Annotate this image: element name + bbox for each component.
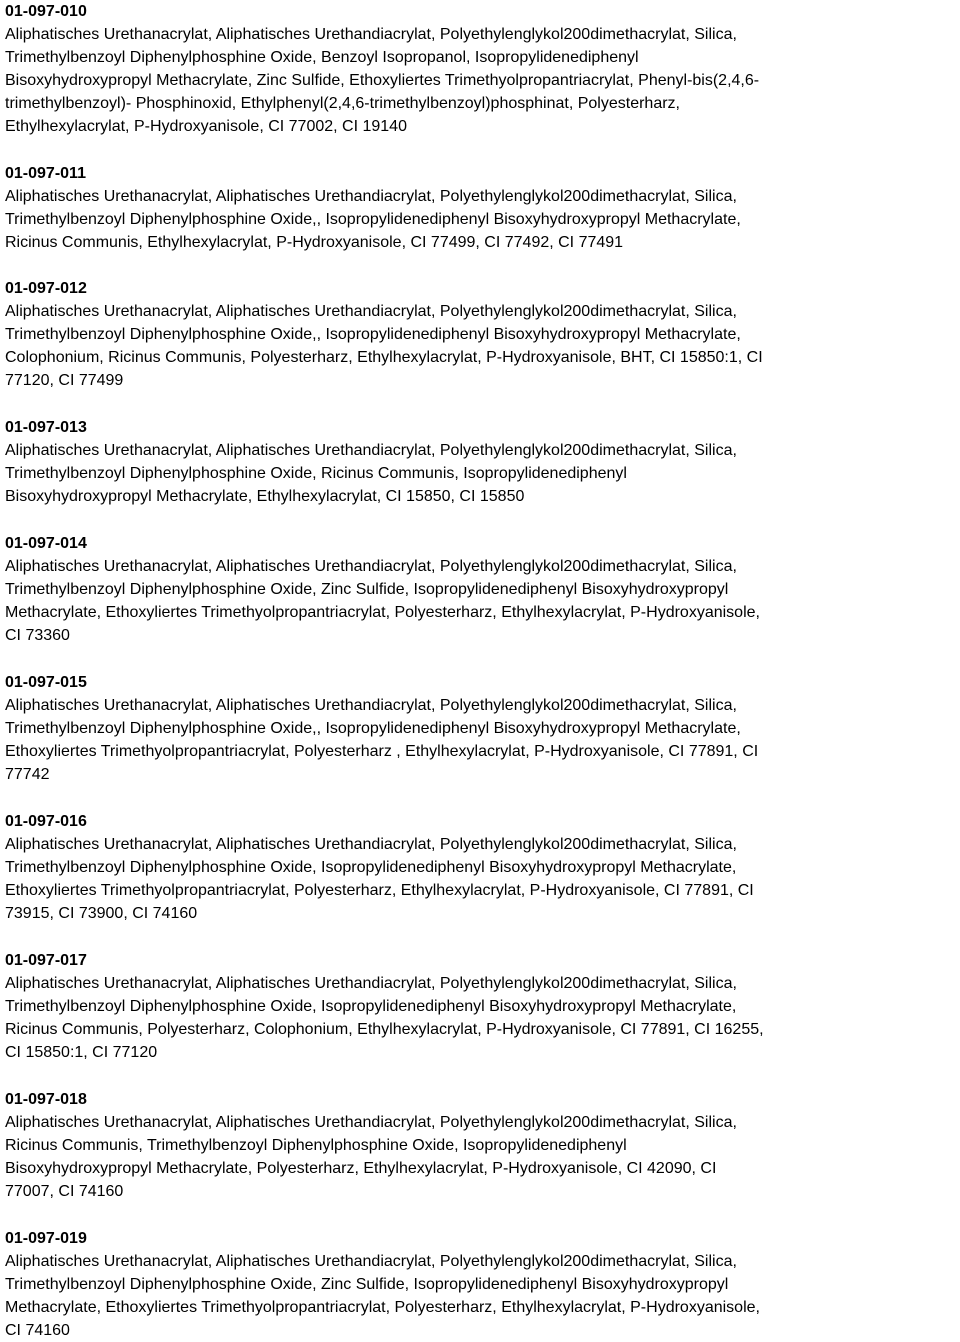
ingredient-text-line: Trimethylbenzoyl Diphenylphosphine Oxide, Zinc Sulfide, Isopropylidenediphenyl Bisoxyhydroxypropyl [5, 1276, 729, 1294]
ingredient-text-line: CI 15850:1, CI 77120 [5, 1044, 158, 1062]
ingredient-text-line: Aliphatisches Urethanacrylat, Aliphatisches Urethandiacrylat, Polyethylenglykol200dimethacrylat, Silica, [5, 1253, 737, 1271]
ingredient-text-line: 77007, CI 74160 [5, 1183, 124, 1201]
ingredient-text-line: Ricinus Communis, Ethylhexylacrylat, P-Hydroxyanisole, CI 77499, CI 77492, CI 77491 [5, 234, 624, 252]
ingredient-text-line: Aliphatisches Urethanacrylat, Aliphatisches Urethandiacrylat, Polyethylenglykol200dimethacrylat, Silica, [5, 26, 737, 44]
product-code: 01-097-011 [5, 165, 86, 182]
product-code: 01-097-016 [5, 813, 87, 830]
product-entry [5, 1227, 957, 1342]
ingredient-text-line: Trimethylbenzoyl Diphenylphosphine Oxide,, Isopropylidenediphenyl Bisoxyhydroxypropyl Methacrylate, [5, 720, 741, 738]
ingredient-text-line: Ethylhexylacrylat, P-Hydroxyanisole, CI 77002, CI 19140 [5, 118, 407, 136]
ingredient-text-line: 77742 [5, 766, 50, 784]
ingredient-text-line: Trimethylbenzoyl Diphenylphosphine Oxide, Isopropylidenediphenyl Bisoxyhydroxypropyl Methacrylate, [5, 859, 737, 877]
product-code: 01-097-012 [5, 280, 87, 297]
product-entry [5, 671, 957, 786]
ingredient-text-line: Bisoxyhydroxypropyl Methacrylate, Ethylhexylacrylat, CI 15850, CI 15850 [5, 488, 525, 506]
product-code: 01-097-013 [5, 419, 87, 436]
ingredient-text-line: Aliphatisches Urethanacrylat, Aliphatisches Urethandiacrylat, Polyethylenglykol200dimethacrylat, Silica, [5, 303, 737, 321]
product-code: 01-097-014 [5, 535, 87, 552]
ingredient-text-line: 77120, CI 77499 [5, 372, 124, 390]
product-code: 01-097-017 [5, 952, 87, 969]
ingredient-text-line: Aliphatisches Urethanacrylat, Aliphatisches Urethandiacrylat, Polyethylenglykol200dimethacrylat, Silica, [5, 188, 737, 206]
product-entry [5, 0, 957, 139]
ingredient-text-line: trimethylbenzoyl)- Phosphinoxid, Ethylphenyl(2,4,6-trimethylbenzoyl)phosphinat, Polyesterharz, [5, 95, 680, 113]
ingredient-text-line: 73915, CI 73900, CI 74160 [5, 905, 198, 923]
ingredient-text-line: Aliphatisches Urethanacrylat, Aliphatisches Urethandiacrylat, Polyethylenglykol200dimethacrylat, Silica, [5, 558, 737, 576]
ingredient-text-line: Colophonium, Ricinus Communis, Polyesterharz, Ethylhexylacrylat, P-Hydroxyanisole, BHT, CI 15850:1, CI [5, 349, 763, 367]
product-code: 01-097-010 [5, 3, 87, 20]
ingredient-text-line: Trimethylbenzoyl Diphenylphosphine Oxide, Ricinus Communis, Isopropylidenediphenyl [5, 465, 627, 483]
ingredient-text-line: CI 73360 [5, 627, 70, 645]
ingredient-text-line: CI 74160 [5, 1322, 70, 1340]
ingredient-text-line: Aliphatisches Urethanacrylat, Aliphatisches Urethandiacrylat, Polyethylenglykol200dimethacrylat, Silica, [5, 836, 737, 854]
product-code: 01-097-015 [5, 674, 87, 691]
ingredient-text-line: Trimethylbenzoyl Diphenylphosphine Oxide, Benzoyl Isopropanol, Isopropylidenediphenyl [5, 49, 639, 67]
product-code: 01-097-019 [5, 1230, 87, 1247]
ingredient-text-line: Bisoxyhydroxypropyl Methacrylate, Polyesterharz, Ethylhexylacrylat, P-Hydroxyanisole, CI 42090, CI [5, 1160, 717, 1178]
ingredient-text-line: Methacrylate, Ethoxyliertes Trimethyolpropantriacrylat, Polyesterharz, Ethylhexylacrylat, P-Hydroxyanisole, [5, 604, 760, 622]
product-entry [5, 277, 957, 392]
product-code: 01-097-018 [5, 1091, 87, 1108]
ingredient-text-line: Ricinus Communis, Polyesterharz, Colophonium, Ethylhexylacrylat, P-Hydroxyanisole, CI 77891, CI 16255, [5, 1021, 764, 1039]
ingredient-text-line: Aliphatisches Urethanacrylat, Aliphatisches Urethandiacrylat, Polyethylenglykol200dimethacrylat, Silica, [5, 697, 737, 715]
ingredient-text-line: Ethoxyliertes Trimethyolpropantriacrylat, Polyesterharz , Ethylhexylacrylat, P-Hydroxyanisole, CI 77891, CI [5, 743, 759, 761]
ingredient-text-line: Trimethylbenzoyl Diphenylphosphine Oxide, Isopropylidenediphenyl Bisoxyhydroxypropyl Methacrylate, [5, 998, 737, 1016]
ingredient-text-line: Trimethylbenzoyl Diphenylphosphine Oxide,, Isopropylidenediphenyl Bisoxyhydroxypropyl Methacrylate, [5, 326, 741, 344]
product-entry [5, 416, 957, 508]
ingredient-text-line: Aliphatisches Urethanacrylat, Aliphatisches Urethandiacrylat, Polyethylenglykol200dimethacrylat, Silica, [5, 442, 737, 460]
ingredient-text-line: Methacrylate, Ethoxyliertes Trimethyolpropantriacrylat, Polyesterharz, Ethylhexylacrylat, P-Hydroxyanisole, [5, 1299, 760, 1317]
ingredient-text-line: Ricinus Communis, Trimethylbenzoyl Diphenylphosphine Oxide, Isopropylidenediphenyl [5, 1137, 627, 1155]
ingredient-text-line: Trimethylbenzoyl Diphenylphosphine Oxide, Zinc Sulfide, Isopropylidenediphenyl Bisoxyhydroxypropyl [5, 581, 729, 599]
ingredient-text-line: Ethoxyliertes Trimethyolpropantriacrylat, Polyesterharz, Ethylhexylacrylat, P-Hydroxyanisole, CI 77891, CI [5, 882, 754, 900]
product-entry [5, 162, 957, 254]
ingredient-text-line: Bisoxyhydroxypropyl Methacrylate, Zinc Sulfide, Ethoxyliertes Trimethyolpropantriacrylat, Phenyl-bis(2,4,6- [5, 72, 760, 90]
product-entry [5, 1088, 957, 1203]
product-entry [5, 532, 957, 647]
product-entry [5, 810, 957, 925]
product-entry [5, 949, 957, 1064]
ingredient-text-line: Aliphatisches Urethanacrylat, Aliphatisches Urethandiacrylat, Polyethylenglykol200dimethacrylat, Silica, [5, 975, 737, 993]
ingredient-text-line: Aliphatisches Urethanacrylat, Aliphatisches Urethandiacrylat, Polyethylenglykol200dimethacrylat, Silica, [5, 1114, 737, 1132]
ingredient-text-line: Trimethylbenzoyl Diphenylphosphine Oxide,, Isopropylidenediphenyl Bisoxyhydroxypropyl Methacrylate, [5, 211, 741, 229]
